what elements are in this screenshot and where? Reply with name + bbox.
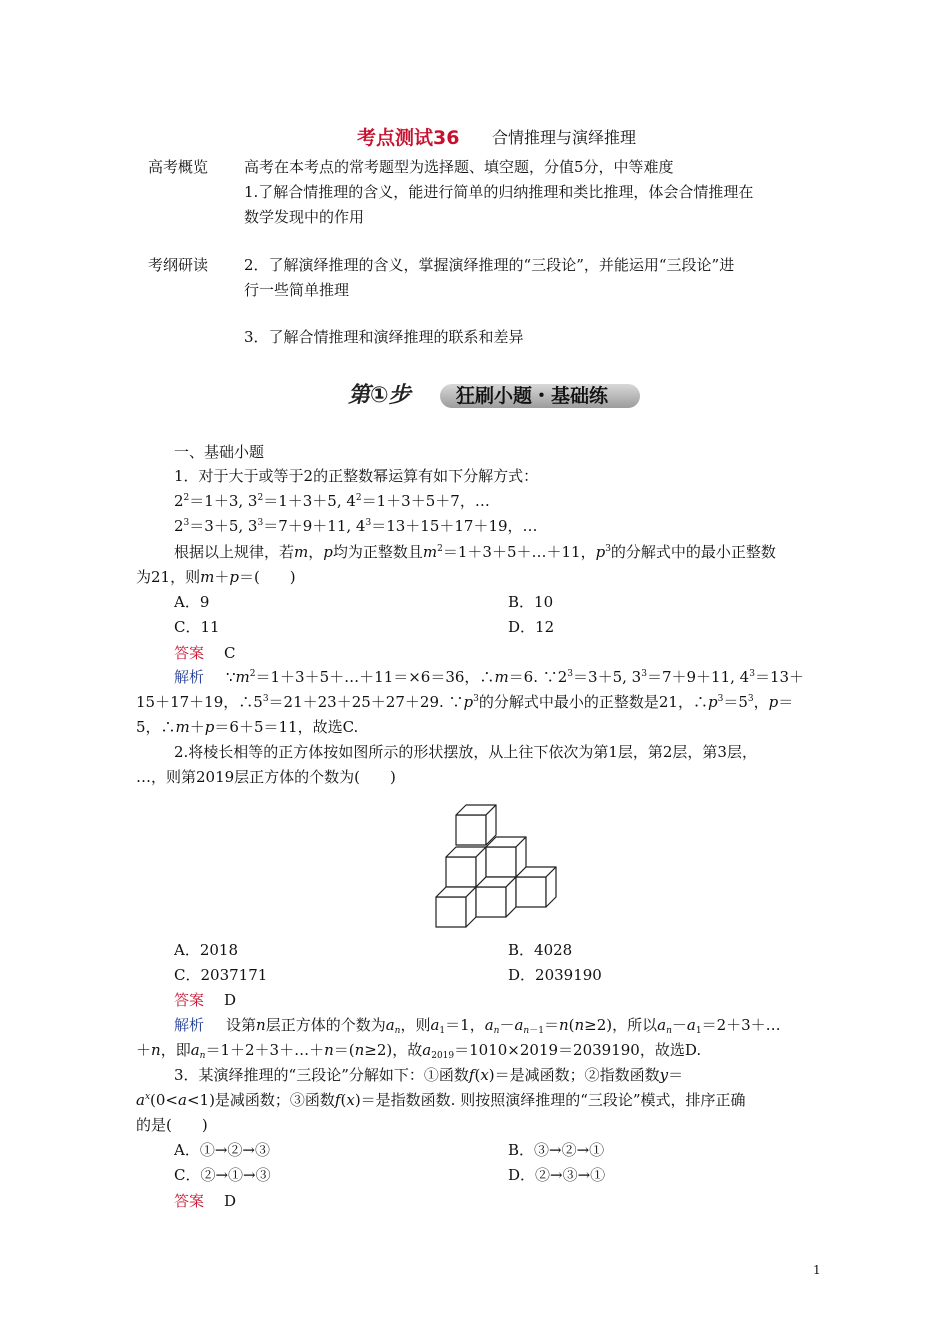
q1-answer-value: C bbox=[224, 644, 236, 662]
page-title: 考点测试36 bbox=[357, 127, 460, 149]
q2-option-d: D．2039190 bbox=[508, 966, 602, 984]
q3-option-b: B．③→②→① bbox=[508, 1141, 605, 1159]
overview-text: 高考在本考点的常考题型为选择题、填空题，分值5分，中等难度 bbox=[244, 158, 674, 176]
syllabus-item-2-line-1: 2．了解演绎推理的含义，掌握演绎推理的“三段论”，并能运用“三段论”进 bbox=[244, 256, 735, 274]
q2-answer-value: D bbox=[224, 991, 237, 1009]
q2-option-c: C．2037171 bbox=[174, 966, 268, 984]
stacked-cubes-figure bbox=[425, 795, 565, 930]
q3-option-c: C．②→①→③ bbox=[174, 1166, 271, 1184]
q3-option-d: D．②→③→① bbox=[508, 1166, 606, 1184]
cube-layer2-1 bbox=[446, 847, 486, 887]
q3-stem-line-2: $a^x(0<a<1)$是减函数；③函数f(x)＝是指数函数. 则按照演绎推理的“三段论”模式，排序正确 bbox=[136, 1091, 746, 1109]
q2-option-b: B．4028 bbox=[508, 941, 573, 959]
q1-option-d: D．12 bbox=[508, 618, 555, 636]
q1-analysis-line-1: $\because m^2=1+3+5+\dots+11=\times 6=36$，∴m＝6. $\because 2^3=3+5$, $3^3=7+9+11$, $4^3=13+$ bbox=[226, 668, 805, 686]
syllabus-item-3: 3．了解合情推理和演绎推理的联系和差异 bbox=[244, 328, 524, 346]
syllabus-label: 考纲研读 bbox=[148, 256, 209, 274]
page-subtitle: 合情推理与演绎推理 bbox=[492, 128, 637, 147]
q1-answer-label: 答案 bbox=[174, 644, 205, 662]
q2-stem-line-1: 2.将棱长相等的正方体按如图所示的形状摆放，从上往下依次为第1层，第2层，第3层， bbox=[174, 743, 757, 761]
q1-analysis-label: 解析 bbox=[174, 668, 205, 686]
q3-stem-line-3: 的是( ) bbox=[136, 1116, 208, 1134]
q3-option-a: A．①→②→③ bbox=[174, 1141, 270, 1159]
cube-layer3-3 bbox=[516, 867, 556, 907]
q3-answer-label: 答案 bbox=[174, 1192, 205, 1210]
q3-answer-value: D bbox=[224, 1192, 237, 1210]
q1-stem: 1．对于大于或等于2的正整数幂运算有如下分解方式： bbox=[174, 467, 539, 485]
section-heading: 一、基础小题 bbox=[174, 443, 265, 461]
q2-analysis-label: 解析 bbox=[174, 1016, 205, 1034]
step-label: 第①步 bbox=[348, 383, 411, 408]
cube-layer3-1 bbox=[436, 887, 476, 927]
q1-option-a: A．9 bbox=[174, 593, 210, 611]
q2-answer-label: 答案 bbox=[174, 991, 205, 1009]
overview-label: 高考概览 bbox=[148, 158, 209, 176]
syllabus-item-1-line-1: 1.了解合情推理的含义，能进行简单的归纳推理和类比推理，体会合情推理在 bbox=[244, 183, 754, 201]
q1-condition-line-2: 为21，则m＋p＝( ) bbox=[136, 568, 296, 586]
q2-option-a: A．2018 bbox=[174, 941, 239, 959]
q2-analysis-line-2: ＋n，即$a_n=1+2+3+\dots+n=(n\ge 2)$，故$a_{2019}=1010\times 2019=2039190$，故选D. bbox=[136, 1041, 702, 1061]
q1-option-b: B．10 bbox=[508, 593, 554, 611]
q1-analysis-line-2: 15＋17＋19，$\therefore 5^3=21+23+25+27+29$. $\because p^3$的分解式中最小的正整数是21，$\therefore p^3=5^3$，p＝ bbox=[136, 693, 794, 711]
cube-layer1-1 bbox=[456, 805, 496, 845]
q2-stem-line-2: …，则第2019层正方体的个数为( ) bbox=[136, 768, 396, 786]
page-number: 1 bbox=[813, 1263, 821, 1277]
syllabus-item-1-line-2: 数学发现中的作用 bbox=[244, 208, 365, 226]
q1-cube-decomposition: $2^3=3+5$, $3^3=7+9+11$, $4^3=13+15+17+19$，… bbox=[174, 517, 538, 535]
step-banner bbox=[348, 382, 648, 412]
q1-option-c: C．11 bbox=[174, 618, 220, 636]
q2-analysis-line-1: 设第n层正方体的个数为$a_n$，则$a_1=1$，$a_n-a_{n-1}=n(n\ge 2)$，所以$a_n-a_1=2+3+\dots$ bbox=[226, 1016, 781, 1036]
cube-layer3-2 bbox=[476, 877, 516, 917]
q1-analysis-line-3: 5，∴m＋p＝6＋5＝11，故选C. bbox=[136, 718, 359, 736]
cube-layer2-2 bbox=[486, 837, 526, 877]
q1-condition-line-1: 根据以上规律，若m，p均为正整数且$m^2=1+3+5+\dots+11$，$p^3$的分解式中的最小正整数 bbox=[174, 543, 776, 561]
banner-text: 狂刷小题・基础练 bbox=[456, 385, 609, 407]
q3-stem-line-1: 3．某演绎推理的“三段论”分解如下：①函数f(x)＝是减函数；②指数函数y＝ bbox=[174, 1066, 684, 1084]
q1-square-decomposition: $2^2=1+3$, $3^2=1+3+5$, $4^2=1+3+5+7$，… bbox=[174, 492, 490, 510]
syllabus-item-2-line-2: 行一些简单推理 bbox=[244, 281, 350, 299]
